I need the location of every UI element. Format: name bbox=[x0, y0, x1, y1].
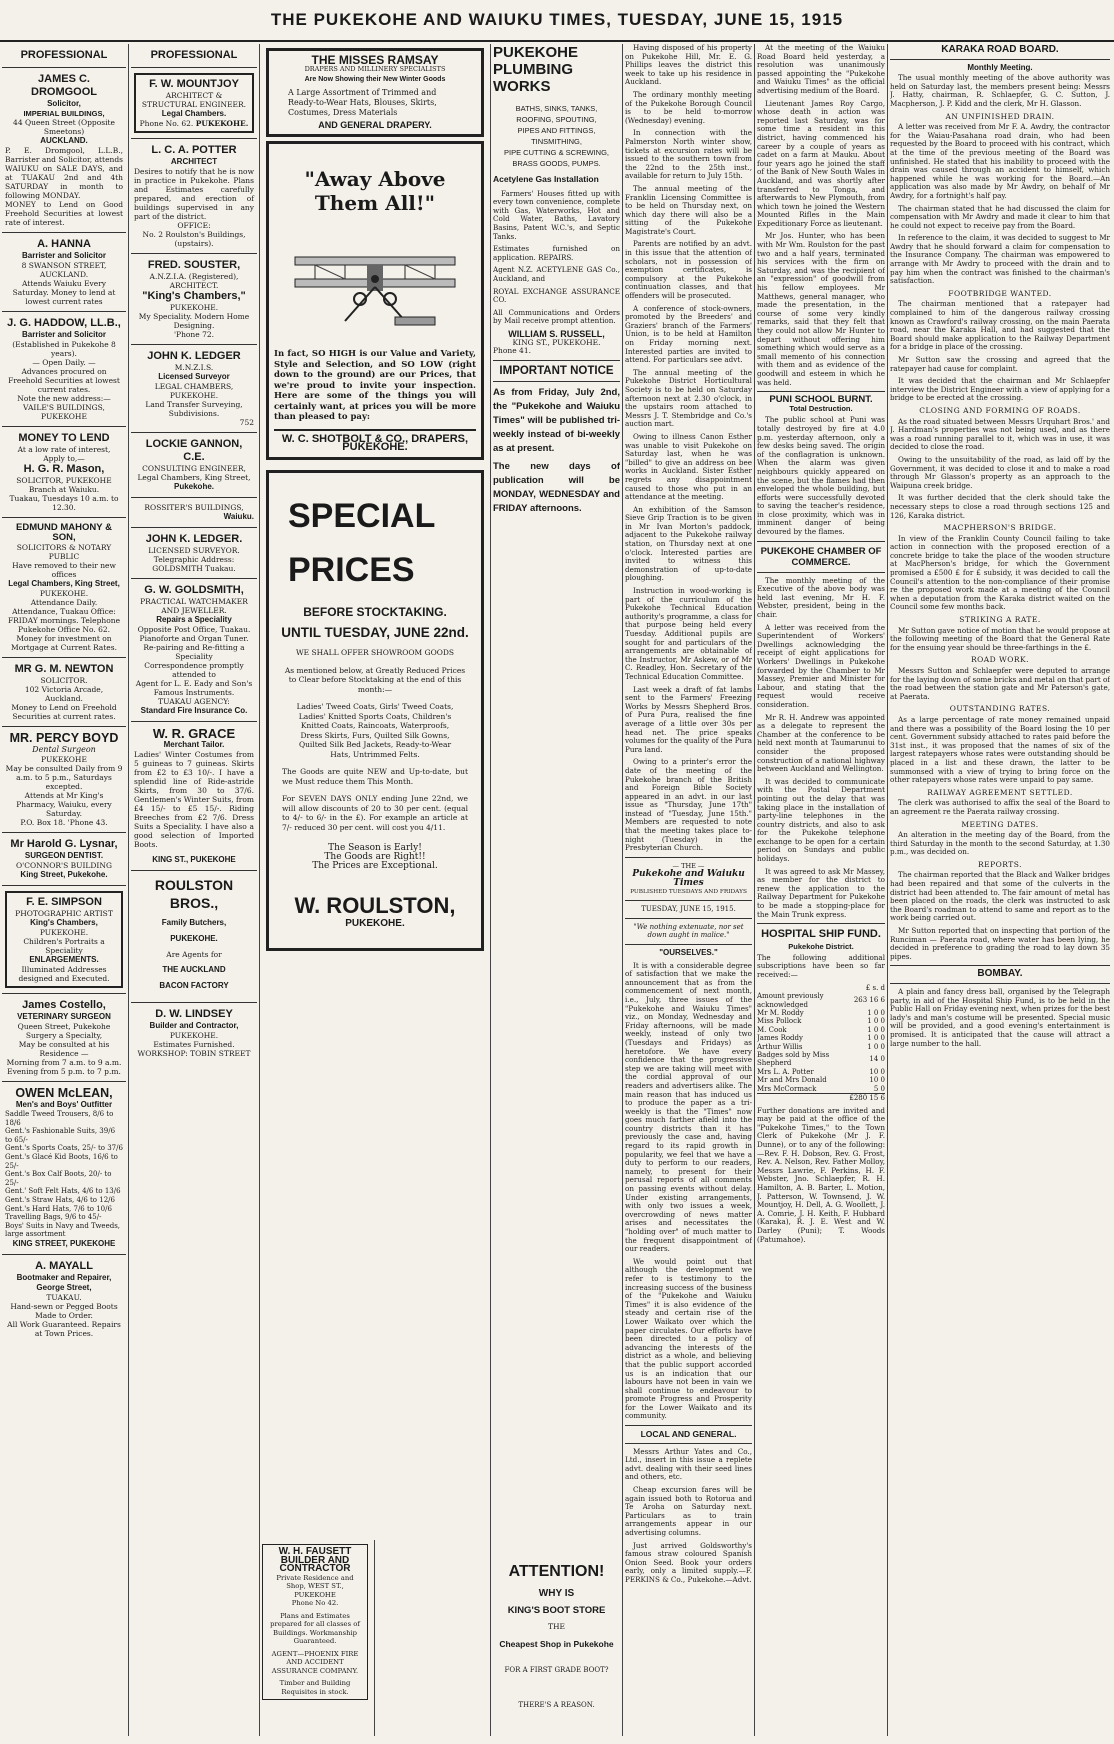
subheading: ROAD WORK. bbox=[970, 655, 1030, 665]
subheading: CLOSING AND FORMING OF ROADS. bbox=[919, 405, 1081, 415]
ledger-row bbox=[757, 1009, 885, 1017]
shotbolt-headline: "Away Above Them All!" bbox=[304, 167, 446, 216]
report-paragraph: The chairman mentioned that a ratepayer had complained to him of the dangerous railway crossing known as Crawford's railway crossing, on the main Paerata road, near the Karaka Hall, and had suggested that the Board should make application to the Railway Department for a bridge in place of the crossing. bbox=[890, 299, 1110, 352]
column-news: At the meeting of the Waiuku Road Board held yesterday, a resolution was unanimously passed appointing the "Pukekohe and Waiuku Times" as the official advertising medium of the Board. Lieutenant James Roy Cargo, whose death in action was reported last Saturday, was for some time a resident in this district, having commenced his career by a couple of years as cadet on a farm at Mauku. About four years ago he joined the staff of the Bank of New South Wales in Auckland, and was shortly after transferred to Tonga, and afterwards to New Plymouth, from which town he joined the Western Mounted Rifles in the Main Expeditionary Force as lieutenant. Mr Jos. Hunter, who has been with Mr Wm. Roulston for the past two and a half years, terminated his services with the firm on Saturday, and was the recipient of an "expression" of goodwill from his fellow employees. Mr Matthews, general manager, who made the presentation, in the course of some very kindly remarks, said that they felt that they could not allow Mr Hunter to depart without offering him something which would serve as a small memento of his connection with them and as evidence of the goodwill and esteem in which he was held. PUNI SCHOOL BURNT. Total Destruction. The public school at Puni was totally destroyed by fire at 4.0 p.m. yesterday afternoon, only a few desks being saved. The origin of the conflagration is unknown. When the alarm was given neighbours quickly appeared on the scene, but the flames had then enveloped the whole building, but efforts were successfully devoted to saving the teacher's residence, in close proximity, which was in imminent danger of being devoured by the flames. PUKEKOHE CHAMBER OF COMMERCE. The monthly meeting of the Executive of the above body was held last evening, Mr H. F. Webster, president, being in the chair. A letter was received from the Superintendent of Workers' Dwellings acknowledging the receipt of eight applications for Workers' Dwellings in Pukekohe forwarded by the Chamber to Mr Massey, Premier and Minister for Labour, and stating that the request would receive consideration. Mr R. H. Andrew was appointed as a delegate to represent the Chamber at the conference to be held next month at Taumarunui to consider the proposed construction of a national highway between Auckland and Wellington. It was decided to communicate with the Postal Department pointing out the delay that was taking place in the installation of party-line telephones in the country districts, and also to ask for the Pukekohe telephone exchange to be open for a certain period on Sundays and public holidays. It was agreed to ask Mr Massey, as member for the district to renew the application to the Railway Department for Pukekohe to be made a stopping-place for the Main Trunk express. HOSPITAL SHIP FUND. Pukekohe District. The following additional subscriptions have been so far received:— £ s. d Amount previously acknowledged 263 16 6 Mr M. Roddy 1 0 0 Miss Pollock 1 0 0 M. Cook 1 0 0 James Roddy 1 0 0 Arthur Willis 1 0 0 Badges sold by Miss Shepherd 14 0 Mrs L. A. Potter 10 0 Mr and Mrs Donald 10 0 Mrs McCormack 5 0 £280 15 6 Further donations are invited and may be paid at the office of the "Pukekohe Times," to the Town Clerk of Pukekohe (Mr J. F. Dunne), or to any of the following:—Rev. F. H. Dobson, Rev. G. Frost, Rev. A. Nelson, Rev. Father Molloy, Messrs Lawrie, F. Perkins, H. F. Webster, Jno. Schlaepfer, R. H. Hamilton, A. B. Barter, L. Motion, J. Patterson, W. Townsend, J. W. Mountjoy, H. Dell, A. G. Woollett, J. A. Comrie, J. H. Keith, F. Hubbard (Karaka), R. J. E. West and W. Darley (Puni); T. Woods (Patumahoe). bbox=[757, 44, 885, 1244]
ledger-amount: 10 0 bbox=[869, 1076, 885, 1085]
ad-special-prices: SPECIAL PRICES BEFORE STOCKTAKING. UNTIL TUESDAY, JUNE 22nd. WE SHALL OFFER SHOWROOM GOODS As mentioned below, at Greatly Reduced Prices to Clear before Stocktaking at the end of this month:— Ladies' Tweed Coats, Girls' Tweed Coats, Ladies' Knitted Sports Coats, Children's Knitted Coats, Raincoats, Waterproofs, Dress Skirts, Furs, Quilted Silk Gowns, Quilted Silk Bed Jackets, Ready-to-Wear Hats, Untrimmed Felts. The Goods are quite NEW and Up-to-date, but we Must reduce them This Month. For SEVEN DAYS ONLY ending June 22nd, we will allow discounts of 20 to 30 per cent. (equal to 4/- to 6/- in the £). For example an article at 7/- reduced 30 per cent. will cost you 4/11. The Season is Early! The Goods are Right!! The Prices are Exceptional. W. ROULSTON, PUKEKOHE. bbox=[266, 470, 484, 951]
ad-costello: James Costello, VETERINARY SURGEON Queen Street, Pukekohe Surgery a Specialty, May be consulted at his Residence — Morning from 7 a.m. to 9 a.m. Evening from 5 p.m. to 7 p.m. bbox=[2, 994, 126, 1082]
news-paragraph: The annual meeting of the Franklin Licensing Committee is to be held on Thursday next, on which day there will also be a sitting of the Pukekohe Magistrate's Court. bbox=[625, 183, 752, 236]
subheading: MEETING DATES. bbox=[961, 819, 1039, 829]
service-line: BRASS GOODS, PUMPS. bbox=[512, 159, 601, 168]
price-list-item: Gent.'s Fashionable Suits, 39/6 to 65/- bbox=[5, 1127, 116, 1144]
service-line: PIPE CUTTING & SCREWING, bbox=[503, 148, 609, 157]
ad-hanna: A. HANNA Barrister and Solicitor 8 SWANSON STREET, AUCKLAND. Attends Waiuku Every Saturday. Money to lend at lowest current rates bbox=[2, 233, 126, 312]
column-rule bbox=[128, 44, 129, 1736]
report-paragraph: A plain and fancy dress ball, organised by the Telegraph party, in aid of the Hospital Ship Fund, is to be held in the Public Hall on Friday evening next, when prizes for the best lady's and man's costume will be presented. Special music will be provided, and a good evening's entertainment is promised. It is anticipated that the cause will attract a large number to the hall. bbox=[890, 987, 1110, 1048]
report-paragraph: Mr Sutton saw the crossing and agreed that the ratepayer had cause for complaint. bbox=[890, 355, 1110, 373]
ad-lysnar: Mr Harold G. Lysnar, SURGEON DENTIST. O'CONNOR'S BUILDING King Street, Pukekohe. bbox=[2, 833, 126, 886]
ad-dromgool: JAMES C. DROMGOOL Solicitor, IMPERIAL BUILDINGS, 44 Queen Street (Opposite Smeetons) AUCKLAND. P. E. Dromgool, L.L.B., Barrister and Solicitor, attends WAIUKU on SALE DAYS, and at TUAKAU 2nd and 4th SATURDAY in month to following MONDAY. MONEY to Lend on Good Freehold Securities at lowest rate of interest. bbox=[2, 68, 126, 233]
ad-lindsey: D. W. LINDSEY Builder and Contractor, PUKEKOHE. Estimates Furnished. WORKSHOP: TOBIN STREET bbox=[137, 1008, 251, 1058]
ledger-name: Arthur Willis bbox=[757, 1042, 803, 1051]
ledger-name: Amount previously acknowledged bbox=[757, 992, 824, 1009]
report-paragraph: As the road situated between Messrs Urquhart Bros.' and J. Hardman's properties was not being used, and as there was a road running parallel to it, which was in use, it was decided to close the road. bbox=[890, 416, 1110, 452]
news-paragraph: Last week a draft of fat lambs sent to the Farmers' Freezing Works by Messrs Shepherd Bros. of Pura Pura, realised the fine average of a little over 30s per head net. The price speaks volumes for the quality of the Pura Pura land. bbox=[625, 684, 752, 754]
subscription-ledger bbox=[757, 992, 885, 1093]
news-paragraphs bbox=[625, 44, 752, 853]
subheading: OUTSTANDING RATES. bbox=[949, 704, 1051, 714]
report-paragraph: The usual monthly meeting of the above authority was held on Saturday last, the members present being: Messrs J. Hatty, chairman, R. Schlaepfer, G. C. Sutton, J. Macpherson, J. P. Kidd and the clerk, Mr H. Glasson. bbox=[890, 73, 1110, 108]
ledger-row bbox=[757, 1051, 885, 1068]
ad-ledger-surveyor: JOHN K. LEDGER M.N.Z.I.S. Licensed Surveyor LEGAL CHAMBERS, PUKEKOHE. Land Transfer Surveying, Subdivisions. 752 bbox=[131, 345, 257, 433]
ad-kings-boot-store: ATTENTION! WHY IS KING'S BOOT STORE THE Cheapest Shop in Pukekohe FOR A FIRST GRADE BOOT? THERE'S A REASON. bbox=[499, 1563, 614, 1709]
column-rule bbox=[622, 44, 623, 1736]
report-paragraph: It was decided that the chairman and Mr Schlaepfer interview the District Engineer with a view of applying for a bridge to be erected at the crossing. bbox=[890, 376, 1110, 403]
news-paragraph: Owing to a printer's error the date of the meeting of the Pukekohe branch of the British and Foreign Bible Society appeared in an advt. in our last issue as "Thursday, June 17th" instead of "Tuesday, June 15th." Members are requested to note that the meeting takes place to-night (Tuesday) in the Presbyterian Church. bbox=[625, 757, 752, 853]
subheading: MACPHERSON'S BRIDGE. bbox=[943, 523, 1057, 533]
ad-newton: MR G. M. NEWTON SOLICITOR. 102 Victoria Arcade, Auckland. Money to Lend on Freehold Securities at current rates. bbox=[2, 658, 126, 727]
price-list-item: Travelling Bags, 9/6 to 45/- bbox=[5, 1213, 102, 1222]
masthead-title: THE PUKEKOHE AND WAIUKU TIMES, TUESDAY, JUNE 15, 1915 bbox=[270, 10, 844, 29]
column-karaka-road-board: KARAKA ROAD BOARD. Monthly Meeting. The usual monthly meeting of the above authority was held on Saturday last, the members present being: Messrs J. Hatty, chairman, R. Schlaepfer, G. C. Sutton, J. Macpherson, J. P. Kidd and the clerk, Mr H. Glasson. AN UNFINISHED DRAIN. A letter was received from Mr F. A. Awdry, the contractor for the Waiau-Pasahana road drain, who had been requested by the Board to proceed with his contract, which at the time of the previous meeting of the Board was unfinished. He stated that his inability to proceed with the drain was caused through an accident to himself, which happened while he was working for the Board.—An application was also made by Mr Awdry, on behalf of Mr Awdry, for a fortnight's half pay. The chairman stated that he had discussed the claim for compensation with Mr Awdry and made it clear to him that he could not expect to receive pay from the Board. In reference to the claim, it was decided to suggest to Mr Awdry that he should forward a claim for compensation to the Insurance Company. The chairman was empowered to arrange with Mr Awdry to proceed with the drain and to pay him when the contract was finished to the chairman's satisfaction. FOOTBRIDGE WANTED. The chairman mentioned that a ratepayer had complained to him of the dangerous railway crossing known as Crawford's railway crossing, on the main Paerata road, near the Karaka Hall, and had suggested that the Board should make application to the Railway Department for a bridge in place of the crossing. Mr Sutton saw the crossing and agreed that the ratepayer had cause for complaint. It was decided that the chairman and Mr Schlaepfer interview the District Engineer with a view of applying for a bridge to be erected at the crossing. CLOSING AND FORMING OF ROADS. As the road situated between Messrs Urquhart Bros.' and J. Hardman's properties was not being used, and as there was a road running parallel to it, which was in use, it was decided to close the road. Owing to the unsuitability of the road, as laid off by the Government, it was decided to close it and to make a road through Mr Glasson's property as an approach to the Waipuna creek bridge. It was further decided that the clerk should take the necessary steps to close a road through sections 125 and 126, Karaka district. MACPHERSON'S BRIDGE. In view of the Franklin County Council failing to take action in connection with the proposed erection of a concrete bridge to take the place of the wooden structure at MacPherson's bridge, for which the Government promised a £500 £ for £ subsidy, it was decided to call the Council's attention to the non-compliance of their promise re the proposed work made at a meeting of the Council when a deputation from the Karaka district waited on the Council some few months back. STRIKING A RATE. Mr Sutton gave notice of motion that he would propose at the following meeting of the Board that the General Rate for the ensuing year should be three-farthings in the £. ROAD WORK. Messrs Sutton and Schlaepfer were deputed to arrange for the laying down of some bricks and metal on that part of the road between the station gate and Mr Paterson's gate, at Paerata. OUTSTANDING RATES. As a large percentage of rate money remained unpaid and there was a possibility of the Board losing the 10 per cent. Government subsidy attached to rates paid before the 31st inst., it was proposed that the names of six of the largest ratepayers whose rates were outstanding should be placed in a list and these drawn, the latter to be summonsed with a view of trying to bring force on the other ratepayers whose rates were unpaid to pay same. RAILWAY AGREEMENT SETTLED. The clerk was authorised to affix the seal of the Board to an agreement re the Paerata railway crossing. MEETING DATES. An alteration in the meeting day of the Board, from the third Saturday in the month to the second Saturday, at 1.30 p.m., was decided on. REPORTS. The chairman reported that the Black and Walker bridges had been repaired and that some of the culverts in the district had been attended to. The fair amount of metal has been placed on the roads, the clerk was instructed to ask the Board's roadman to attend to same and report as to the work being carried out. Mr Sutton reported that on inspecting that portion of the Runciman — Paerata road, where water has been lying, he decided in preference to grading the road to lay down 35 pipes. BOMBAY. A plain and fancy dress ball, organised by the Telegraph party, in aid of the Hospital Ship Fund, is to be held in the Public Hall on Friday evening next, when prizes for the best lady's and man's costume will be presented. Special music will be provided, and a good evening's entertainment is promised. It is anticipated that the cause will attract a large number to the hall. bbox=[890, 44, 1110, 1048]
ad-potter: L. C. A. POTTER ARCHITECT Desires to notify that he is now in practice in Pukekohe. Plans and Estimates carefully prepared, and erection of buildings supervised in any part of the district. OFFICE: No. 2 Roulston's Buildings, (upstairs). bbox=[131, 139, 257, 254]
ad-ledger-licensed: JOHN K. LEDGER. LICENSED SURVEYOR. Telegraphic Address: GOLDSMITH Tuakau. bbox=[131, 528, 257, 579]
price-list-item: Gent.'s Straw Hats, 4/6 to 12/6 bbox=[5, 1195, 115, 1204]
local-paragraph: Just arrived Goldsworthy's famous straw coloured Spanish Onion Seed. Book your orders early, only a limited supply.—F. PERKINS & Co., Pukekohe.—Advt. bbox=[625, 1540, 752, 1584]
ledger-name: Mr M. Roddy bbox=[757, 1009, 804, 1017]
ledger-row bbox=[757, 1017, 885, 1025]
ad-roulston-bros: ROULSTON BROS., Family Butchers, PUKEKOHE. Are Agents for THE AUCKLAND BACON FACTORY bbox=[131, 871, 257, 1003]
news-paragraph: The ordinary monthly meeting of the Pukekohe Borough Council is to be held to-morrow (Wednesday) evening. bbox=[625, 89, 752, 125]
column-rule bbox=[259, 44, 260, 1736]
ad-mountjoy: F. W. MOUNTJOY ARCHITECT & STRUCTURAL ENGINEER. Legal Chambers. Phone No. 62. PUKEKOHE. bbox=[131, 68, 257, 139]
news-paragraphs bbox=[757, 44, 885, 387]
ad-simpson: F. E. SIMPSON PHOTOGRAPHIC ARTIST King's Chambers, PUKEKOHE. Children's Portraits a Speciality ENLARGEMENTS. Illuminated Addresses designed and Executed. bbox=[2, 886, 126, 994]
chamber-paragraph: A letter was received from the Superintendent of Workers' Dwellings acknowledging the receipt of eight applications for Workers' Dwellings in Pukekohe forwarded by the Chamber to Mr Massey, Premier and Minister for Labour, and stating that the request would receive consideration. bbox=[757, 622, 885, 709]
local-paragraphs bbox=[625, 1448, 752, 1585]
biplane-illustration-icon bbox=[275, 221, 475, 341]
price-list-item: Boys' Suits in Navy and Tweeds, large assortment bbox=[5, 1221, 121, 1239]
report-paragraph: As a large percentage of rate money remained unpaid and there was a possibility of the Board losing the 10 per cent. Government subsidy attached to rates paid before the 31st inst., it was proposed that the names of six of the largest ratepayers whose rates were outstanding should be placed in a list and these drawn, the latter to be summonsed with a view of trying to bring force on the other ratepayers whose rates were unpaid to pay same. bbox=[890, 714, 1110, 785]
ledger-name: James Roddy bbox=[757, 1034, 803, 1043]
ledger-name: Badges sold by Miss Shepherd bbox=[757, 1051, 830, 1068]
news-paragraph: Owing to illness Canon Esther was unable to visit Pukekohe on Saturday last, when he was "billed" to give an address on bee works in Auckland. Sister Esther regrets any disappointment caused to those who put in an attendance at the meeting. bbox=[625, 431, 752, 502]
service-line: PIPES AND FITTINGS, bbox=[517, 126, 596, 135]
ledger-amount: 1 0 0 bbox=[867, 1042, 885, 1051]
chamber-paragraph: It was decided to communicate with the Postal Department pointing out the delay that was taking place in the installation of party-line telephones in the country districts, and also to ask for the Pukekohe telephone exchange to be open for a certain period on Sundays and public holidays. bbox=[757, 776, 885, 864]
chamber-paragraphs bbox=[757, 577, 885, 920]
news-paragraph: At the meeting of the Waiuku Road Board held yesterday, a resolution was unanimously passed appointing the "Pukekohe and Waiuku Times" as the official advertising medium of the Board. bbox=[757, 44, 885, 95]
ledger-row bbox=[757, 1076, 885, 1084]
column-editorial bbox=[625, 44, 752, 1736]
ad-plumbing-works: PUKEKOHE PLUMBING WORKS BATHS, SINKS, TANKS, ROOFING, SPOUTING, PIPES AND FITTINGS, TINSMITHING, PIPE CUTTING & SCREWING, BRASS GOODS, PUMPS. Acetylene Gas Installation Farmers' Houses fitted up with every town convenience, complete with Gas, Waterworks, Hot and Cold Water, Baths, Lavatory Basins, Patent W.C.'s, and Septic Tanks. Estimates furnished on application. REPAIRS. Agent N.Z. ACETYLENE GAS Co., Auckland, and ROYAL EXCHANGE ASSURANCE CO. All Communications and Orders by Mail receive prompt attention. WILLIAM S. RUSSELL, KING ST., PUKEKOHE. Phone 41. bbox=[493, 44, 620, 356]
price-list-item: Gent.' Soft Felt Hats, 4/6 to 13/6 bbox=[5, 1187, 121, 1196]
ad-mclean: OWEN McLEAN, Men's and Boys' Outfitter Saddle Tweed Trousers, 8/6 to 18/6 Gent.'s Fashionable Suits, 39/6 to 65/- Gent.'s Sports Coats, 25/- to 37/6 Gent.'s Glacé Kid Boots, 16/6 to 25/- Gent.'s Box Calf Boots, 20/- to 25/- Gent.' Soft Felt Hats, 4/6 to 13/6 Gent.'s Straw Hats, 4/6 to 12/6 Gent.'s Hard Hats, 7/6 to 10/6 Travelling Bags, 9/6 to 45/- Boys' Suits in Navy and Tweeds, large assortment KING STREET, PUKEKOHE bbox=[2, 1082, 126, 1255]
ledger-amount: 10 0 bbox=[869, 1067, 885, 1076]
news-paragraph: Instruction in wood-working is part of the curriculum of the Pukekohe Technical Education authority's programme, a class for that purpose being held every Tuesday. Additional pupils are sought for and particulars of the arrangements are obtainable of the Instructor, Mr Askew, or of Mr C. Readley, Hon. Secretary of the Technical Education Committee. bbox=[625, 586, 752, 681]
ad-mayall: A. MAYALL Bootmaker and Repairer, George Street, TUAKAU. Hand-sewn or Pegged Boots Made to Order. All Work Guaranteed. Repairs at Town Prices. bbox=[7, 1259, 121, 1338]
service-line: ROOFING, SPOUTING, bbox=[516, 115, 597, 124]
column-rule bbox=[887, 44, 888, 1736]
price-list-item: Saddle Tweed Trousers, 8/6 to 18/6 bbox=[5, 1110, 114, 1127]
masthead bbox=[0, 0, 1114, 42]
news-paragraph: An exhibition of the Samson Sieve Grip Traction is to be given in Mr Ivan Morton's paddock, adjacent to the Pukekohe railway station, on Thursday next at one o'clock. Interested parties are invited to witness this demonstration of up-to-date ploughing. bbox=[625, 504, 752, 583]
price-list-item: Gent.'s Glacé Kid Boots, 16/6 to 25/- bbox=[5, 1152, 118, 1170]
section-header: PROFESSIONAL bbox=[131, 44, 257, 68]
subheading: FOOTBRIDGE WANTED. bbox=[948, 288, 1052, 298]
report-paragraph: The chairman stated that he had discussed the claim for compensation with Mr Awdry and made it clear to him that he could not expect to receive pay from the Board. bbox=[890, 203, 1110, 230]
chamber-paragraph: It was agreed to ask Mr Massey, as member for the district to renew the application to the Railway Department for Pukekohe to be made a stopping-place for the Main Trunk express. bbox=[757, 866, 885, 919]
subheading: AN UNFINISHED DRAIN. bbox=[945, 111, 1055, 121]
section-header: PROFESSIONAL bbox=[2, 44, 126, 68]
ad-misses-ramsay: THE MISSES RAMSAY DRAPERS AND MILLINERY SPECIALISTS Are Now Showing their New Winter Goods A Large Assortment of Trimmed and Ready-to-Wear Hats, Blouses, Skirts, Costumes, Dress Materials AND GENERAL DRAPERY. bbox=[266, 48, 484, 137]
report-paragraph: It was further decided that the clerk should take the necessary steps to close a road through sections 125 and 126, Karaka district. bbox=[890, 493, 1110, 520]
puni-paragraph: The public school at Puni was totally destroyed by fire at 4.0 p.m. yesterday afternoon, only a few desks being saved. The origin of the conflagration is unknown. When the alarm was given neighbours quickly appeared on the scene, but the flames had then enveloped the whole building, but efforts were successfully devoted to saving the teacher's residence, in close proximity, which was in imminent danger of being devoured by the flames. bbox=[757, 415, 885, 537]
report-paragraph: The clerk was authorised to affix the seal of the Board to an agreement re the Paerata railway crossing. bbox=[890, 798, 1110, 816]
ledger-amount: 1 0 0 bbox=[867, 1009, 885, 1017]
outfitter-price-list bbox=[5, 1110, 123, 1239]
ledger-name: Miss Pollock bbox=[757, 1017, 802, 1026]
chamber-paragraph: Mr R. H. Andrew was appointed as a delegate to represent the Chamber at the conference to be held next month at Taumarunui to consider the proposed construction of a national highway between Auckland and Wellington. bbox=[757, 712, 885, 774]
news-paragraph: Parents are notified by an advt. in this issue that the attention of scholars, not in possession of exemption certificates, is compulsory at the Pukekohe continuation classes, and that offenders will be prosecuted. bbox=[625, 239, 752, 301]
ledger-amount: 5 0 bbox=[873, 1084, 885, 1093]
ad-rossiter: ROSSITER'S BUILDINGS, Waiuku. bbox=[131, 498, 257, 528]
ad-haddow: J. G. HADDOW, LL.B., Barrister and Solicitor (Established in Pukekohe 8 years). — Open Daily. — Advances procured on Freehold Securities at lowest current rates. Note the new address:— VAILE'S BUILDINGS, PUKEKOHE bbox=[2, 312, 126, 427]
ad-goldsmith: G. W. GOLDSMITH, PRACTICAL WATCHMAKER AND JEWELLER. Repairs a Speciality Opposite Post Office, Tuakau. Pianoforte and Organ Tuner. Re-pairing and Re-fitting a Speciality Correspondence promptly attended to Agent for L. E. Eady and Son's Famous Instruments. TUAKAU AGENCY: Standard Fire Insurance Co. bbox=[131, 579, 257, 722]
ledger-row bbox=[757, 1034, 885, 1042]
ledger-row bbox=[757, 1068, 885, 1076]
subheading: RAILWAY AGREEMENT SETTLED. bbox=[927, 787, 1073, 797]
news-paragraph: Lieutenant James Roy Cargo, whose death in action was reported last Saturday, was for some time a resident in this district, having commenced his career by a couple of years as cadet on a farm at Mauku. About four years ago he joined the staff of the Bank of New South Wales in Auckland, and was shortly after transferred to Tonga, and afterwards to New Plymouth, from which town he joined the Western Mounted Rifles in the Main Expeditionary Force as lieutenant. bbox=[757, 98, 885, 228]
price-list-item: Gent.'s Hard Hats, 7/6 to 10/6 bbox=[5, 1204, 112, 1213]
ledger-name: Mrs L. A. Potter bbox=[757, 1067, 814, 1076]
report-paragraph: Mr Sutton gave notice of motion that he would propose at the following meeting of the Board that the General Rate for the ensuing year should be three-farthings in the £. bbox=[890, 625, 1110, 652]
plumbing-services-list bbox=[493, 103, 620, 169]
ledger-amount: 14 0 bbox=[869, 1055, 885, 1064]
ledger-row bbox=[757, 1085, 885, 1093]
column-professional-1 bbox=[2, 44, 126, 1736]
editorial-paragraph: We would point out that although the development we refer to is testimony to the increasing success of the business of the "Pukekohe and Waiuku Times" it is also evidence of the steady and certain rise of the Lower Waikato over which the paper circulates. Our efforts have been directed to a policy of advancing the interests of the district as a whole, and believing that the public support accorded us is an indication that our labours have not been in vain we shall continue to endeavour to promote Progress and Prosperity for the Lower Waikato and its community. bbox=[625, 1256, 752, 1421]
ledger-amount: 1 0 0 bbox=[867, 1025, 885, 1034]
ledger-amount: 263 16 6 bbox=[853, 996, 885, 1005]
column-plumbing-notice bbox=[493, 44, 620, 1736]
subheading: REPORTS. bbox=[977, 859, 1023, 869]
important-notice: IMPORTANT NOTICE As from Friday, July 2nd, the "Pukekohe and Waiuku Times" will be published tri-weekly instead of bi-weekly as at present. The new days of publication will be MONDAY, WEDNESDAY and FRIDAY afternoons. bbox=[493, 364, 620, 515]
ad-grace: W. R. GRACE Merchant Tailor. Ladies' Winter Costumes from 5 guineas to 7 guineas. Skirts from £2 to £3 10/-. I have a splendid line of Ride-astride Skirts, from 30 to 37/6. Gentlemen's Winter Suits, from £4 15/- to £5 15/-. Riding Breeches from £2 7/6. Dress Suits a Speciality. I have also a good selection of Imported Boots. KING ST., PUKEKOHE bbox=[131, 722, 257, 871]
editorial-paragraph: It is with a considerable degree of satisfaction that we make the announcement that as from the commencement of next month, i.e., July, three issues of the "Pukekohe and Waiuku Times" viz., on Monday, Wednesday and Friday afternoons, will be made weekly, instead of only two (Tuesdays and Fridays) as heretofore. We have every confidence that the progressive step we are taking will meet with the cordial approval of our readers and advertisers alike. The main reason that has induced us to produce the paper as a tri-weekly is that the "Times" now goes much farther afield into the country districts than it has previously the case and, having regard to its rapid growth in popularity, we feel that we have a duty to perform to our readers, namely, to present for their perusal reports of all comments on passing events without delay. Under existing arrangements, with only two issues a week, overcrowding of news matter arises and necessitates the "holding over" of much matter to the frequent disappointment of our readers. bbox=[625, 960, 752, 1254]
news-paragraph: A conference of stock-owners, promoted by the Breeders' and Graziers' branch of the Farmers' Union, is to be held at Hamilton on Friday morning next. Interested parties are invited to attend. For particulars see advt. bbox=[625, 303, 752, 365]
ad-fausett: W. H. FAUSETT BUILDER AND CONTRACTOR Private Residence and Shop, WEST ST., PUKEKOHE Phone No 42. Plans and Estimates prepared for all classes of Buildings. Workmanship Guaranteed. AGENT—PHOENIX FIRE AND ACCIDENT ASSURANCE COMPANY. Timber and Building Requisites in stock. bbox=[262, 1540, 375, 1736]
column-rule bbox=[490, 44, 491, 1736]
paper-nameplate: — THE — Pukekohe and Waiuku Times PUBLISHED TUESDAYS AND FRIDAYS TUESDAY, JUNE 15, 1915. "We nothing extenuate, nor set down aught in malice." "OURSELVES." bbox=[625, 862, 752, 958]
subheading: STRIKING A RATE. bbox=[959, 615, 1041, 625]
news-paragraph: Mr Jos. Hunter, who has been with Mr Wm. Roulston for the past two and a half years, terminated his services with the firm on Saturday, and was the recipient of an "expression" of goodwill from his fellow employees. Mr Matthews, general manager, who made the presentation, in the course of some very kindly remarks, said that they felt that they could not allow Mr Hunter to depart without offering him something which would serve as a small memento of his connection with them and as evidence of the goodwill and esteem in which he was held. bbox=[757, 231, 885, 387]
ledger-amount: 1 0 0 bbox=[867, 1017, 885, 1026]
local-paragraph: Cheap excursion fares will be again issued both to Rotorua and Te Aroha on Saturday next. Particulars as to train arrangements appear in our advertising columns. bbox=[625, 1485, 752, 1537]
column-drapery-ads bbox=[262, 44, 488, 1736]
ledger-name: Mrs McCormack bbox=[757, 1084, 817, 1093]
column-rule bbox=[754, 44, 755, 1736]
editorial-paragraphs bbox=[625, 962, 752, 1421]
report-paragraph: Mr Sutton reported that on inspecting that portion of the Runciman — Paerata road, where water has been lying, he decided in preference to grading the road to lay down 35 pipes. bbox=[890, 926, 1110, 961]
report-paragraph: Messrs Sutton and Schlaepfer were deputed to arrange for the laying down of some bricks and metal on that part of the road between the station gate and Mr Paterson's gate, at Paerata. bbox=[890, 666, 1110, 701]
price-list-item: Gent.'s Box Calf Boots, 20/- to 25/- bbox=[5, 1170, 112, 1187]
ad-souster: FRED. SOUSTER, A.N.Z.I.A. (Registered), ARCHITECT. "King's Chambers," PUKEKOHE. My Speciality. Modern Home Designing. 'Phone 72. bbox=[131, 254, 257, 345]
report-paragraph: Owing to the unsuitability of the road, as laid off by the Government, it was decided to close it and to make a road through Mr Glasson's property as an approach to the Waipuna creek bridge. bbox=[890, 454, 1110, 490]
report-paragraph: An alteration in the meeting day of the Board, from the third Saturday in the month to the second Saturday, at 1.30 p.m., was decided on. bbox=[890, 830, 1110, 857]
local-paragraph: Messrs Arthur Yates and Co., Ltd., insert in this issue a replete advt. dealing with their seed lines and others, etc. bbox=[625, 1446, 752, 1482]
ad-money-to-lend: MONEY TO LEND At a low rate of interest, Apply to,— H. G. R. Mason, SOLICITOR, PUKEKOHE Branch at Waiuku. Tuakau, Tuesdays 10 a.m. to 12.30. bbox=[2, 427, 126, 518]
price-list-item: Gent.'s Sports Coats, 25/- to 37/6 bbox=[5, 1144, 123, 1153]
ledger-row bbox=[757, 1026, 885, 1034]
news-paragraph: Having disposed of his property on Pukekohe Hill, Mr. E. G. Phillips leaves the district this week to take up his residence in Auckland. bbox=[625, 44, 752, 87]
ad-shotbolt: "Away Above Them All!" In fact, SO HIGH is our Value and Variety, Style and Selection, and SO LOW (right down to the ground) are our Prices, that we're proud to invite your inspection. Here are some of the things you will certainly want, at prices you will be more than pleased to pay: W. C. SHOTBOLT & CO., DRAPERS, PUKEKOHE. bbox=[266, 141, 484, 460]
ad-boyd: MR. PERCY BOYD Dental Surgeon PUKEKOHE May be consulted Daily from 9 a.m. to 5 p.m., Saturdays excepted. Attends at Mr King's Pharmacy, Waiuku, every Saturday. P.O. Box 18. 'Phone 43. bbox=[2, 727, 126, 833]
ad-gannon: LOCKIE GANNON, C.E. CONSULTING ENGINEER, Legal Chambers, King Street, Pukekohe. bbox=[131, 433, 257, 498]
report-paragraph: The chairman reported that the Black and Walker bridges had been repaired and that some of the culverts in the district had been attended to. The fair amount of metal has been placed on the roads, the clerk was instructed to ask the Board's roadman to attend to same and report as to the work being carried out. bbox=[890, 870, 1110, 923]
ledger-row bbox=[757, 992, 885, 1009]
ledger-amount: 1 0 0 bbox=[867, 1034, 885, 1043]
news-paragraph: In connection with the Palmerston North winter show, tickets at excursion rates will be issued to the southern town from the 22nd to the 25th inst., available for return to July 15th. bbox=[625, 128, 752, 181]
report-paragraph: A letter was received from Mr F. A. Awdry, the contractor for the Waiau-Pasahana road drain, who had been requested by the Board to proceed with his contract, which at the time of the previous meeting of the Board was unfinished. He stated that his inability to proceed with the drain was caused through an accident to himself, which happened while he was working for the Board.—An application was also made by Mr Awdry, on behalf of Mr Awdry, for a fortnight's half pay. bbox=[890, 122, 1110, 200]
bombay-heading: BOMBAY. bbox=[977, 968, 1023, 980]
ad-mahony: EDMUND MAHONY & SON, SOLICITORS & NOTARY PUBLIC Have removed to their new offices Legal Chambers, King Street, PUKEKOHE. Attendance Daily. Attendance, Tuakau Office: FRIDAY mornings. Telephone Pukekohe Office No. 62. Money for investment on Mortgage at Current Rates. bbox=[2, 518, 126, 658]
ledger-row bbox=[757, 1043, 885, 1051]
service-line: TINSMITHING, bbox=[531, 137, 582, 146]
column-professional-2 bbox=[131, 44, 257, 1736]
report-paragraph: In view of the Franklin County Council failing to take action in connection with the proposed erection of a concrete bridge to take the place of the wooden structure at MacPherson's bridge, for which the Government promised a £500 £ for £ subsidy, it was decided to call the Council's attention to the non-compliance of their promise re the proposed work made at a meeting of the Council when a deputation from the Karaka district waited on the Council some few months back. bbox=[890, 533, 1110, 612]
chamber-paragraph: The monthly meeting of the Executive of the above body was held last evening, Mr H. F. Webster, president, being in the chair. bbox=[757, 575, 885, 620]
karaka-report-body bbox=[890, 74, 1110, 1048]
service-line: BATHS, SINKS, TANKS, bbox=[515, 104, 598, 113]
ledger-name: Mr and Mrs Donald bbox=[757, 1076, 827, 1085]
puni-paragraphs bbox=[757, 416, 885, 536]
news-paragraph: The annual meeting of the Pukekohe District Horticultural Society is to be held on Saturday afternoon next at 2.30 o'clock, in the upstairs room attached to Messrs J. T. Stembridge and Co.'s auction mart. bbox=[625, 367, 752, 429]
ledger-name: M. Cook bbox=[757, 1025, 787, 1034]
local-general-heading: LOCAL AND GENERAL. bbox=[640, 1429, 737, 1440]
report-paragraph: In reference to the claim, it was decided to suggest to Mr Awdry that he should forward a claim for compensation to the Insurance Company. The chairman was empowered to arrange with Mr Awdry to proceed with the drain and to pay him when the contract was finished to the chairman's satisfaction. bbox=[890, 233, 1110, 286]
